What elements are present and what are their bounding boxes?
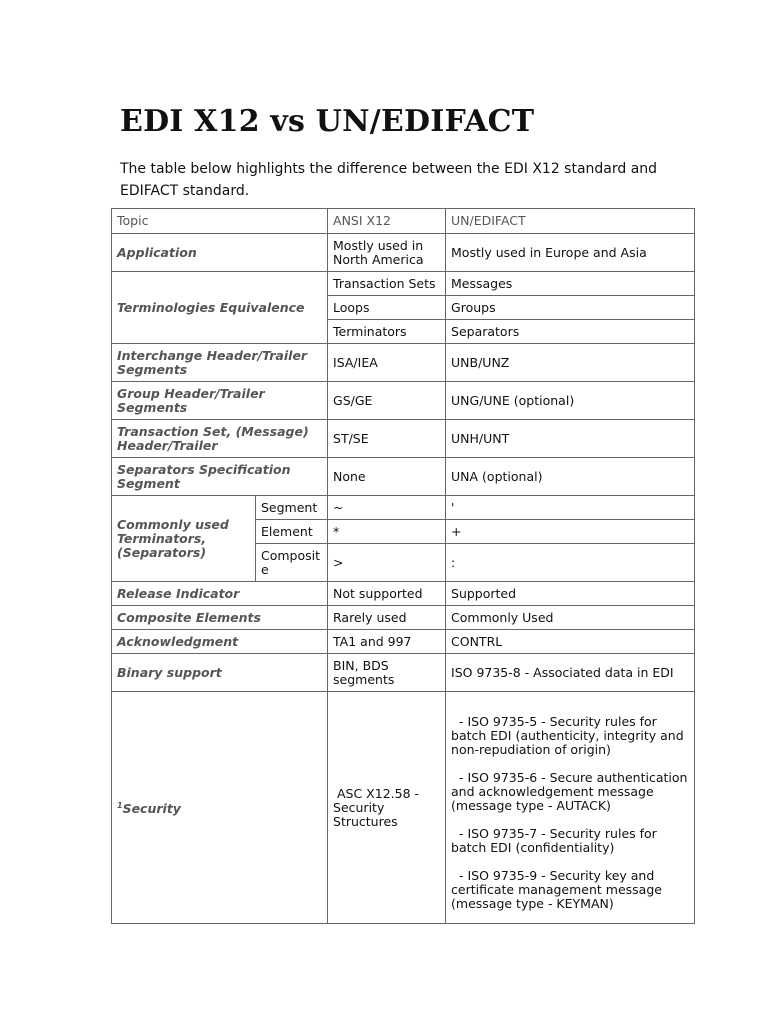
sub-label-cell: Segment	[256, 496, 328, 520]
row-label: Binary support	[112, 654, 328, 692]
sub-label-cell: Element	[256, 520, 328, 544]
header-ansi-x12: ANSI X12	[328, 209, 446, 234]
x12-cell: GS/GE	[328, 382, 446, 420]
edifact-cell: ISO 9735-8 - Associated data in EDI	[446, 654, 695, 692]
x12-cell: Rarely used	[328, 606, 446, 630]
header-un-edifact: UN/EDIFACT	[446, 209, 695, 234]
table-row	[112, 458, 695, 496]
x12-cell: Mostly used in North America	[328, 234, 446, 272]
sub-label-cell: Composit e	[256, 544, 328, 582]
x12-cell: >	[328, 544, 446, 582]
row-label: Group Header/Trailer Segments	[112, 382, 328, 420]
row-label: Application	[112, 234, 328, 272]
intro-paragraph: The table below highlights the difference between the EDI X12 standard and EDIFACT standard.	[120, 161, 658, 199]
security-item: - ISO 9735-7 - Security rules for batch EDI (confidentiality)	[451, 825, 661, 855]
row-label: Composite Elements	[112, 606, 328, 630]
x12-cell: None	[328, 458, 446, 496]
row-label: Interchange Header/Trailer Segments	[112, 344, 328, 382]
security-item: - ISO 9735-5 - Security rules for batch EDI (authenticity, integrity and non-repudiation of origin)	[451, 713, 688, 757]
edifact-cell: Commonly Used	[446, 606, 695, 630]
x12-cell: Loops	[328, 296, 446, 320]
security-label: Security	[122, 801, 181, 817]
edifact-cell: CONTRL	[446, 630, 695, 654]
edifact-cell: Supported	[446, 582, 695, 606]
table-row	[112, 630, 695, 654]
table-row	[112, 654, 695, 692]
footnote-marker: 1	[117, 800, 123, 810]
x12-cell: Not supported	[328, 582, 446, 606]
x12-cell: ASC X12.58 - Security Structures	[328, 692, 446, 924]
x12-cell: Transaction Sets	[328, 272, 446, 296]
comparison-table	[111, 208, 695, 924]
table-row	[112, 692, 695, 924]
edifact-cell: UNG/UNE (optional)	[446, 382, 695, 420]
edifact-cell: Mostly used in Europe and Asia	[446, 234, 695, 272]
security-item: - ISO 9735-9 - Security key and certificate management message (message type - KEYMAN)	[451, 867, 666, 911]
x12-cell: ISA/IEA	[328, 344, 446, 382]
row-label: Release Indicator	[112, 582, 328, 606]
edifact-cell: :	[446, 544, 695, 582]
edifact-cell: UNA (optional)	[446, 458, 695, 496]
edifact-cell: UNB/UNZ	[446, 344, 695, 382]
x12-cell: TA1 and 997	[328, 630, 446, 654]
row-label: Separators Specification Segment	[112, 458, 328, 496]
x12-cell: BIN, BDS segments	[328, 654, 446, 692]
table-row	[112, 606, 695, 630]
row-label: Terminologies Equivalence	[112, 272, 328, 344]
row-label: Transaction Set, (Message) Header/Trailer	[112, 420, 328, 458]
header-topic: Topic	[112, 209, 328, 234]
table-row	[112, 382, 695, 420]
table-row	[112, 420, 695, 458]
security-item: - ISO 9735-6 - Secure authentication and acknowledgement message (message type - AUTACK)	[451, 769, 692, 813]
edifact-cell: Separators	[446, 320, 695, 344]
table-row	[112, 582, 695, 606]
table-row	[112, 272, 695, 296]
table-row	[112, 234, 695, 272]
x12-cell: ST/SE	[328, 420, 446, 458]
edifact-cell: +	[446, 520, 695, 544]
edifact-cell: UNH/UNT	[446, 420, 695, 458]
table-row	[112, 344, 695, 382]
x12-cell: Terminators	[328, 320, 446, 344]
table-header-row	[112, 209, 695, 234]
x12-cell: *	[328, 520, 446, 544]
row-label	[112, 692, 328, 924]
row-label: Acknowledgment	[112, 630, 328, 654]
page-title: EDI X12 vs UN/EDIFACT	[120, 104, 535, 139]
x12-cell: ~	[328, 496, 446, 520]
edifact-cell: '	[446, 496, 695, 520]
edifact-cell	[446, 692, 695, 924]
row-label: Commonly used Terminators, (Separators)	[112, 496, 256, 582]
edifact-cell: Messages	[446, 272, 695, 296]
table-row	[112, 496, 695, 520]
edifact-cell: Groups	[446, 296, 695, 320]
